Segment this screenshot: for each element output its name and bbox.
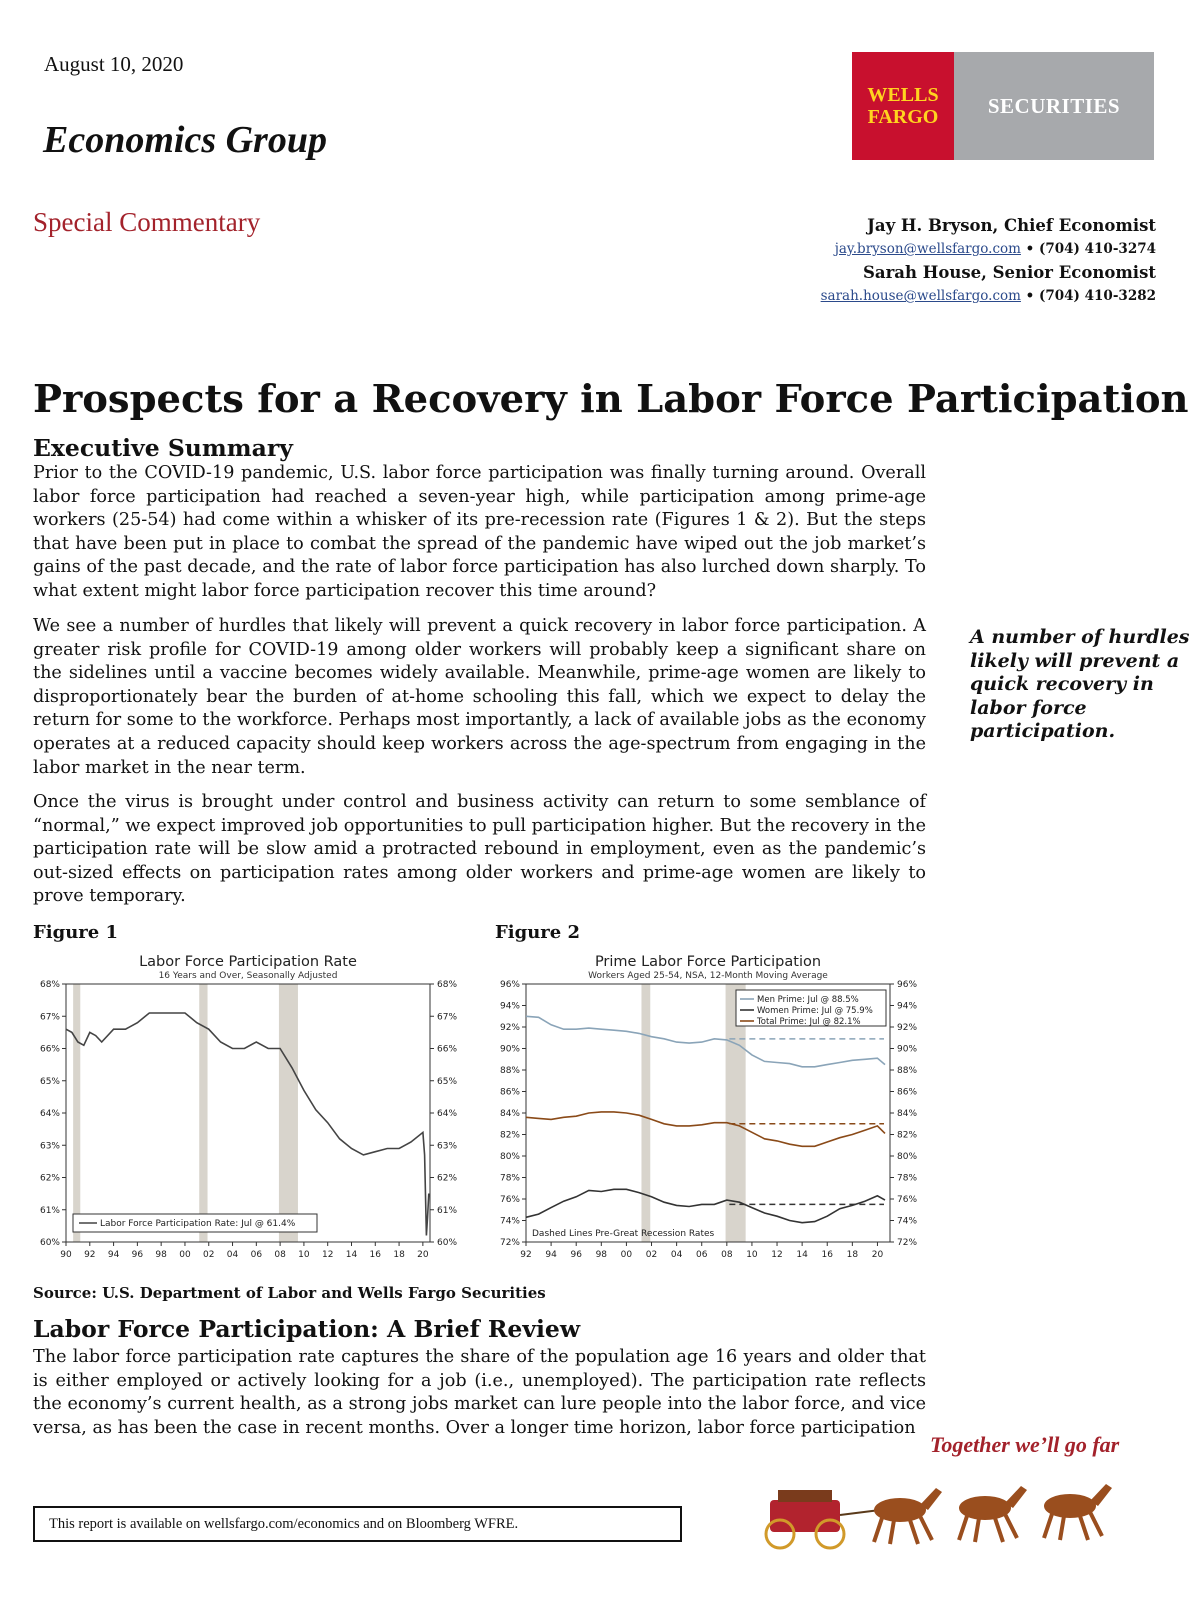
author-email-link[interactable]: sarah.house@wellsfargo.com [820,288,1021,304]
logo-wells: WELLS [867,84,939,106]
summary-paragraph-3: Once the virus is brought under control and business activity can return to some semblance of “normal,” we expect improved job opportunities to pull participation higher. But the recovery in the participation rate will be slow amid a protracted rebound in employment, even as the pandemic’s out-sized effects on participation rates among older workers and prime-age women are likely to prove temporary. [33,792,926,907]
availability-text: This report is available on wellsfargo.com/economics and on Bloomberg WFRE. [49,1516,519,1532]
y-tick-label-right: 86% [897,1087,918,1098]
y-tick-label-left: 78% [499,1173,520,1184]
y-tick-label-left: 76% [499,1195,520,1205]
y-tick-label-right: 74% [897,1216,918,1227]
author-phone: • (704) 410-3274 [1020,241,1156,257]
y-tick-label-right: 84% [897,1109,918,1119]
summary-paragraph-1: Prior to the COVID-19 pandemic, U.S. labor force participation was finally turning around. Overall labor force participation had reached a seven-year high, while participation among prime-age workers (25-54) had come within a whisker of its pre-recession rate (Figures 1 & 2). But the steps that have been put in place to combat the spread of the pandemic have wiped out the job market’s gains of the past decade, and the rate of labor force participation has also lurched down sharply. To what extent might labor force participation recover this time around? [33,463,926,601]
series-line [66,1013,429,1236]
figure-1-label: Figure 1 [33,922,119,943]
footer-tagline: Together we’ll go far [930,1432,1120,1457]
author-name: Sarah House, Senior Economist [863,263,1156,282]
summary-paragraph-2: We see a number of hurdles that likely will prevent a quick recovery in labor force participation. A greater risk profile for COVID-19 among older workers will probably keep a significant share on the sidelines until a vaccine becomes widely available. Meanwhile, prime-age women are likely to disproportionately bear the burden of at-home schooling this fall, which we expect to delay the return for some to the workforce. Perhaps most importantly, a lack of available jobs as the economy operates at a reduced capacity should keep workers across the age-spectrum from engaging in the labor market in the near term. [33,616,926,778]
wells-fargo-securities-logo [852,52,1154,160]
y-tick-label-left: 67% [39,1012,60,1023]
x-tick-label: 12 [321,1250,334,1260]
y-tick-label-left: 60% [39,1238,60,1248]
y-tick-label-right: 82% [897,1130,918,1141]
y-tick-label-left: 72% [499,1238,520,1248]
recession-bar [641,984,650,1242]
availability-notice [33,1506,682,1542]
y-tick-label-right: 92% [897,1023,918,1033]
chart-prime-labor-force-participation [490,950,930,1270]
report-title: Prospects for a Recovery in Labor Force Participation [33,377,1189,422]
y-tick-label-left: 64% [39,1109,60,1119]
y-tick-label-right: 66% [437,1044,458,1055]
y-tick-label-right: 67% [437,1012,458,1023]
x-tick-label: 04 [670,1250,683,1260]
y-tick-label-right: 62% [437,1173,458,1184]
y-tick-label-right: 94% [897,1001,918,1012]
figure-2-label: Figure 2 [495,922,581,943]
y-tick-label-right: 60% [437,1238,458,1248]
recession-bar [279,984,298,1242]
y-tick-label-left: 88% [499,1066,520,1076]
x-tick-label: 04 [226,1250,239,1260]
x-tick-label: 10 [746,1250,758,1260]
y-tick-label-left: 61% [39,1205,60,1216]
y-tick-label-right: 63% [437,1141,458,1152]
x-tick-label: 96 [570,1250,582,1260]
x-tick-label: 10 [298,1250,310,1260]
stagecoach-illustration [760,1460,1160,1550]
x-tick-label: 92 [520,1250,532,1260]
x-tick-label: 98 [155,1250,167,1260]
series-line [526,1112,885,1146]
x-tick-label: 14 [345,1250,358,1260]
recession-bar [199,984,207,1242]
pull-quote: A number of hurdles likely will prevent a quick recovery in labor force participation. [970,626,1190,743]
x-tick-label: 00 [179,1250,191,1260]
y-tick-label-left: 80% [499,1152,520,1162]
x-tick-label: 18 [846,1250,859,1260]
y-tick-label-right: 72% [897,1238,918,1248]
author-phone: • (704) 410-3282 [1020,288,1156,304]
recession-bar [73,984,80,1242]
x-tick-label: 96 [131,1250,144,1260]
executive-summary-heading: Executive Summary [33,434,293,462]
x-tick-label: 14 [796,1250,808,1260]
legend-label: Men Prime: Jul @ 88.5% [757,995,859,1005]
logo-fargo: FARGO [867,106,939,128]
x-tick-label: 20 [871,1250,884,1260]
y-tick-label-right: 90% [897,1044,918,1055]
chart-title: Prime Labor Force Participation [594,954,822,970]
x-tick-label: 92 [84,1250,96,1260]
x-tick-label: 00 [620,1250,633,1260]
y-tick-label-right: 61% [437,1205,458,1216]
y-tick-label-right: 78% [897,1173,918,1184]
y-tick-label-left: 62% [39,1173,60,1184]
x-tick-label: 16 [821,1250,833,1260]
plot-frame [66,984,430,1242]
review-heading: Labor Force Participation: A Brief Review [33,1315,581,1343]
y-tick-label-left: 84% [499,1109,520,1119]
x-tick-label: 90 [60,1250,72,1260]
legend-label: Total Prime: Jul @ 82.1% [757,1017,861,1027]
x-tick-label: 06 [695,1250,708,1260]
x-tick-label: 02 [203,1250,215,1260]
y-tick-label-left: 63% [39,1141,60,1152]
y-tick-label-left: 74% [499,1216,520,1227]
x-tick-label: 94 [545,1250,557,1260]
chart-title: Labor Force Participation Rate [139,954,357,970]
y-tick-label-right: 76% [897,1195,918,1205]
x-tick-label: 20 [417,1250,429,1260]
y-tick-label-left: 86% [499,1087,520,1098]
y-tick-label-right: 96% [897,980,918,990]
commentary-type: Special Commentary [33,207,261,237]
chart-subtitle: 16 Years and Over, Seasonally Adjusted [158,971,338,981]
y-tick-label-left: 82% [499,1130,520,1141]
y-tick-label-right: 64% [437,1109,458,1119]
y-tick-label-left: 94% [499,1001,520,1012]
chart-annotation: Dashed Lines Pre-Great Recession Rates [532,1229,715,1239]
figure-source: Source: U.S. Department of Labor and Wells Fargo Securities [33,1284,546,1302]
logo-securities: SECURITIES [954,52,1154,160]
y-tick-label-left: 68% [39,980,60,990]
author-name: Jay H. Bryson, Chief Economist [867,216,1156,235]
y-tick-label-left: 90% [499,1044,520,1055]
x-tick-label: 02 [645,1250,658,1260]
legend-label: Women Prime: Jul @ 75.9% [757,1006,873,1016]
x-tick-label: 98 [595,1250,608,1260]
y-tick-label-right: 68% [437,980,458,990]
review-paragraph-1: The labor force participation rate captures the share of the population age 16 years and older that is either employed or actively looking for a job (i.e., unemployed). The participation rate reflects the economy’s current health, as a strong jobs market can lure people into the labor force, and vice versa, as has been the case in recent months. Over a longer time horizon, labor force participation [33,1347,926,1438]
y-tick-label-right: 65% [437,1076,458,1087]
y-tick-label-right: 88% [897,1066,918,1076]
x-tick-label: 06 [250,1250,263,1260]
x-tick-label: 18 [393,1250,405,1260]
x-tick-label: 12 [771,1250,783,1260]
author-email-link[interactable]: jay.bryson@wellsfargo.com [834,241,1021,257]
report-date: August 10, 2020 [44,52,184,76]
y-tick-label-left: 65% [39,1076,60,1087]
series-line [526,1189,885,1222]
y-tick-label-left: 96% [499,980,520,990]
x-tick-label: 08 [721,1250,733,1260]
x-tick-label: 16 [369,1250,382,1260]
x-tick-label: 08 [274,1250,286,1260]
legend-label: Labor Force Participation Rate: Jul @ 61.4% [100,1219,296,1229]
y-tick-label-right: 80% [897,1152,918,1162]
chart-labor-force-participation [30,950,470,1270]
y-tick-label-left: 92% [499,1023,520,1033]
x-tick-label: 94 [107,1250,120,1260]
author-block [821,214,1156,308]
wells-fargo-logo-block [852,52,954,160]
y-tick-label-left: 66% [39,1044,60,1055]
chart-subtitle: Workers Aged 25-54, NSA, 12-Month Moving Average [588,971,828,981]
group-name: Economics Group [43,119,327,161]
